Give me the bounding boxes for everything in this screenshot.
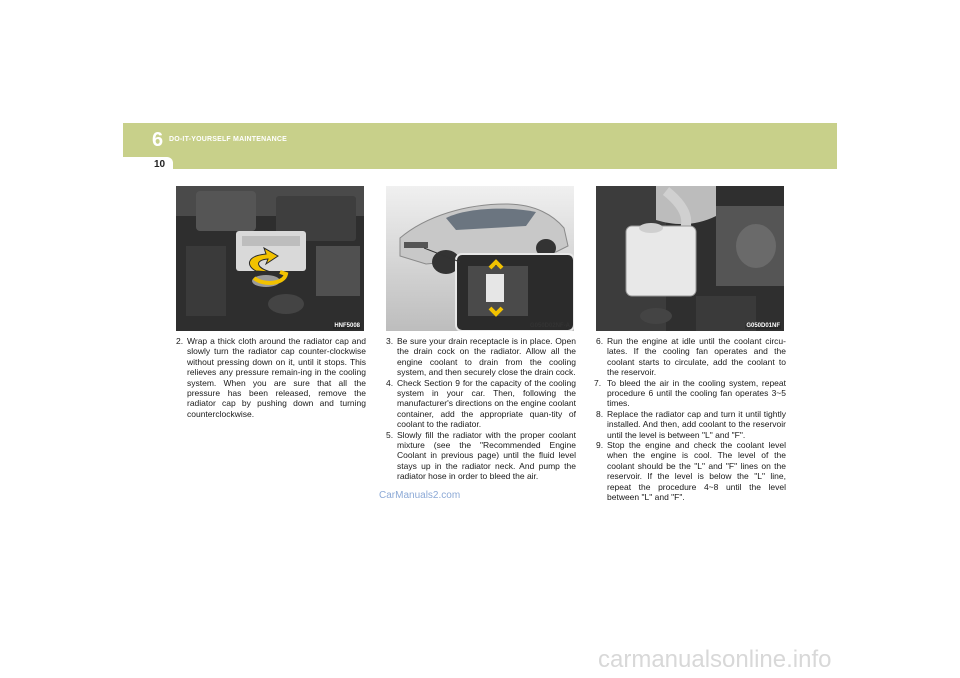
step-text: Wrap a thick cloth around the radiator cap and slowly turn the radiator cap counter-clockwise without pressing down on it, until it stops. This relieves any pressure remain-ing in the cooling system. When you are sure that all the pressure has been released, remove the radiator cap by pushing down and turning counterclockwise.: [187, 336, 366, 419]
step-text: Be sure your drain receptacle is in place. Open the drain cock on the radiator. Allow all the engine coolant to drain from the cooling system, and then securely close the drain cock.: [397, 336, 576, 378]
step-text: Check Section 9 for the capacity of the cooling system in your car. Then, following the manufacturer's directions on the engine coolant container, add the appropriate quan-tity of coolant to the radiator.: [397, 377, 576, 430]
radiator-cap-illustration: [176, 186, 364, 331]
site-watermark-link[interactable]: CarManuals2.com: [379, 490, 461, 501]
step-text: To bleed the air in the cooling system, repeat procedure 6 until the cooling fan operates 3~5 times.: [607, 377, 786, 409]
step-item: [386, 378, 576, 430]
step-text: Slowly fill the radiator with the proper coolant mixture (see the "Recommended Engine Coolant in previous page) until the fluid level stays up in the radiator neck. And pump the radiator hose in order to bleed the air.: [397, 429, 576, 482]
figure-code: G050D01NF: [746, 323, 780, 329]
step-number: 3.: [386, 336, 394, 346]
page-number: 10: [154, 159, 166, 170]
step-number: 7.: [594, 377, 602, 388]
figure-sedan-drain-cock: [386, 186, 574, 331]
figure-coolant-reservoir: [596, 186, 784, 331]
sedan-illustration: [386, 186, 574, 331]
coolant-reservoir-illustration: [596, 186, 784, 331]
step-item: [596, 378, 786, 409]
step-number: 9.: [596, 440, 604, 451]
figure-code: HNF5008: [334, 323, 360, 329]
footer-watermark: carmanualsonline.info: [598, 646, 832, 673]
chapter-title: DO-IT-YOURSELF MAINTENANCE: [169, 136, 287, 143]
figure-code: G050D02NF-A: [529, 323, 570, 329]
page-number-tab: [123, 157, 173, 169]
text-column-right: [596, 336, 786, 503]
step-number: 6.: [596, 336, 604, 346]
step-item: [596, 440, 786, 502]
text-column-left: [176, 336, 366, 419]
step-number: 4.: [386, 377, 394, 388]
step-item: [386, 430, 576, 482]
step-text: Stop the engine and check the coolant level when the engine is cool. The level of the coolant should be the "L" and "F" lines on the reservoir. If the level is below the "L" line, repeat the procedure 4~8 until the level between "L" and "F".: [607, 440, 786, 503]
step-number: 5.: [386, 429, 394, 440]
step-item: [596, 409, 786, 440]
figure-radiator-cap: [176, 186, 364, 331]
step-text: Replace the radiator cap and turn it until tightly installed. And then, add coolant to the reservoir until the level is between "L" and "F".: [607, 408, 786, 440]
chapter-header-band: [123, 123, 837, 169]
chapter-number: 6: [152, 129, 164, 151]
step-number: 8.: [596, 408, 604, 419]
step-number: 2.: [176, 336, 184, 346]
step-text: Run the engine at idle until the coolant circu-lates. If the cooling fan operates and the coolant starts to circulate, add the coolant to the reservoir.: [607, 336, 786, 378]
text-column-middle: [386, 336, 576, 482]
step-item: [596, 336, 786, 378]
step-item: [176, 336, 366, 419]
step-item: [386, 336, 576, 378]
